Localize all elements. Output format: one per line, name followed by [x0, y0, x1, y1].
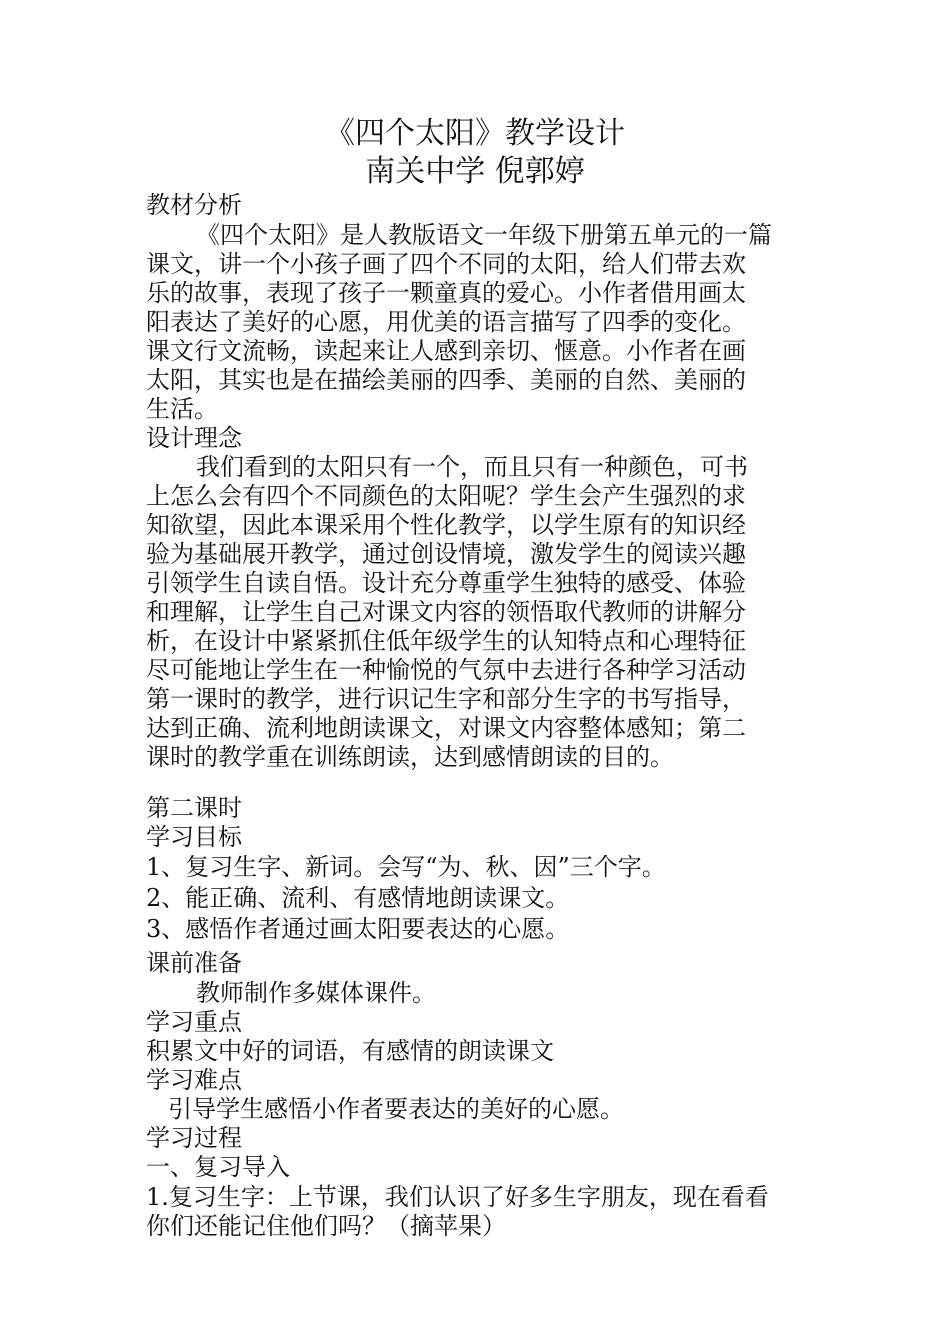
analysis-line: 乐的故事，表现了孩子一颗童真的爱心。小作者借用画太	[146, 279, 746, 307]
concept-line: 和理解，让学生自己对课文内容的领悟取代教师的讲解分	[146, 598, 746, 626]
section-heading-concept: 设计理念	[146, 424, 242, 452]
analysis-line: 《四个太阳》是人教版语文一年级下册第五单元的一篇	[196, 221, 772, 249]
analysis-line: 阳表达了美好的心愿，用优美的语言描写了四季的变化。	[146, 308, 746, 336]
concept-line: 引领学生自读自悟。设计充分尊重学生独特的感受、体验	[146, 569, 746, 597]
difficulty-text: 引导学生感悟小作者要表达的美好的心愿。	[168, 1095, 624, 1123]
document-title: 《四个太阳》教学设计	[325, 116, 625, 151]
section-heading-lesson: 第二课时	[146, 794, 242, 822]
process-line: 你们还能记住他们吗？（摘苹果）	[146, 1212, 506, 1240]
section-heading-prep: 课前准备	[146, 949, 242, 977]
analysis-line: 太阳，其实也是在描绘美丽的四季、美丽的自然、美丽的	[146, 366, 746, 394]
concept-line: 知欲望，因此本课采用个性化教学，以学生原有的知识经	[146, 511, 746, 539]
section-heading-difficulty: 学习难点	[146, 1066, 242, 1094]
section-heading-analysis: 教材分析	[146, 191, 242, 219]
section-heading-goals: 学习目标	[146, 823, 242, 851]
process-line: 1.复习生字：上节课，我们认识了好多生字朋友，现在看看	[146, 1183, 769, 1211]
concept-line: 达到正确、流利地朗读课文，对课文内容整体感知；第二	[146, 714, 746, 742]
concept-line: 验为基础展开教学，通过创设情境，激发学生的阅读兴趣	[146, 540, 746, 568]
concept-line: 上怎么会有四个不同颜色的太阳呢？学生会产生强烈的求	[146, 482, 746, 510]
section-heading-key: 学习重点	[146, 1008, 242, 1036]
goal-item: 2、能正确、流利、有感情地朗读课文。	[146, 884, 570, 912]
concept-line: 课时的教学重在训练朗读，达到感情朗读的目的。	[146, 743, 674, 771]
concept-line: 析，在设计中紧紧抓住低年级学生的认知特点和心理特征	[146, 627, 746, 655]
process-step-heading: 一、复习导入	[146, 1153, 290, 1181]
key-text: 积累文中好的词语，有感情的朗读课文	[146, 1037, 554, 1065]
goal-item: 3、感悟作者通过画太阳要表达的心愿。	[146, 915, 570, 943]
section-heading-process: 学习过程	[146, 1124, 242, 1152]
document-author: 南关中学 倪郭婷	[365, 154, 585, 189]
prep-text: 教师制作多媒体课件。	[196, 979, 436, 1007]
concept-line: 我们看到的太阳只有一个，而且只有一种颜色，可书	[196, 453, 748, 481]
goal-item: 1、复习生字、新词。会写“为、秋、因”三个字。	[146, 853, 666, 881]
analysis-line: 课文，讲一个小孩子画了四个不同的太阳，给人们带去欢	[146, 250, 746, 278]
concept-line: 尽可能地让学生在一种愉悦的气氛中去进行各种学习活动	[146, 656, 746, 684]
concept-line: 第一课时的教学，进行识记生字和部分生字的书写指导，	[146, 685, 746, 713]
analysis-line: 课文行文流畅，读起来让人感到亲切、惬意。小作者在画	[146, 337, 746, 365]
analysis-line: 生活。	[146, 395, 218, 423]
